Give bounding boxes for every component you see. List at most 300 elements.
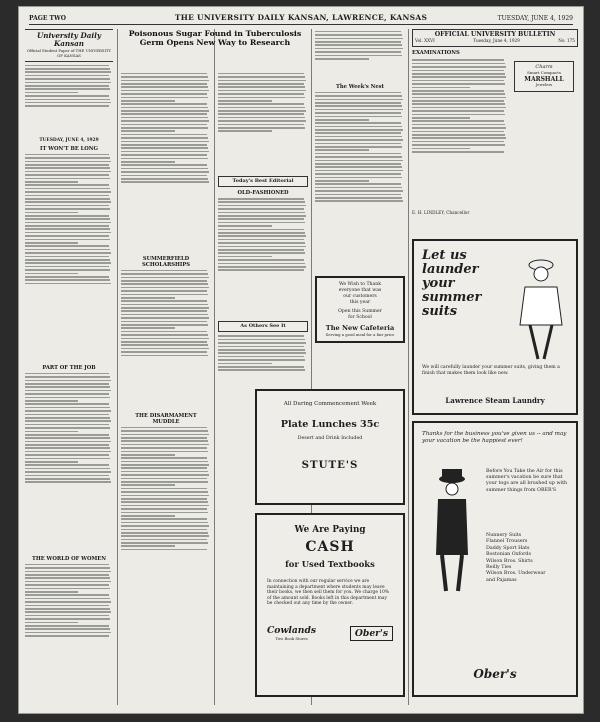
text-line: [25, 417, 110, 419]
text-line: [25, 632, 111, 634]
text-line: [25, 174, 109, 176]
text-line: [218, 349, 305, 351]
text-line: [121, 120, 209, 122]
text-line: [121, 300, 207, 302]
text-line: [121, 491, 208, 493]
text-line: [25, 82, 111, 84]
text-line: [121, 344, 208, 346]
text-line: [218, 100, 272, 102]
text-line: [121, 549, 207, 551]
text-line: [315, 194, 401, 196]
text-line: [121, 134, 207, 136]
text-line: [121, 355, 208, 357]
text-line: [25, 276, 109, 278]
text-line: [218, 208, 304, 210]
text-line: [218, 252, 305, 254]
text-line: [315, 170, 403, 172]
text-line: [121, 287, 209, 289]
text-line: [218, 335, 304, 337]
column-news-body: [121, 71, 211, 705]
text-line: [25, 461, 78, 463]
text-line: [315, 48, 403, 50]
text-line: [218, 263, 305, 265]
masthead-title: THE UNIVERSITY DAILY KANSAN, LAWRENCE, KANSAS: [174, 13, 428, 22]
text-line: [25, 105, 109, 107]
text-line: [121, 495, 209, 497]
text-line: [25, 273, 78, 275]
text-line: [121, 130, 175, 132]
text-line: [412, 100, 504, 102]
text-line: [121, 542, 208, 544]
thanks-item: Wilson Bros. Shirts: [486, 558, 533, 564]
text-line: [121, 158, 208, 160]
text-line: [121, 512, 208, 514]
text-line: [412, 131, 504, 133]
bulletin: [412, 29, 578, 239]
cafeteria-line6: for School: [348, 314, 372, 320]
text-line: [315, 160, 403, 162]
cowlands-logo: [267, 625, 316, 641]
text-line: [121, 478, 207, 480]
text-line: [25, 407, 110, 409]
text-line: [121, 307, 209, 309]
text-line: [25, 228, 110, 230]
text-line: [218, 76, 305, 78]
disarm-body: [121, 427, 211, 627]
text-line: [25, 68, 110, 70]
text-line: [25, 259, 110, 261]
text-line: [121, 103, 207, 105]
bulletin-signer: E. H. LINDLEY, Chancellor: [412, 209, 470, 215]
text-line: [412, 107, 506, 109]
text-line: [218, 232, 305, 234]
text-line: [25, 567, 110, 569]
laundry-script1: Let us: [422, 248, 467, 263]
stutes-ad: [255, 389, 405, 505]
text-line: [412, 59, 504, 61]
cafeteria-line3: our customers: [343, 293, 377, 299]
laundry-script3: your: [422, 276, 455, 291]
masthead: [29, 13, 573, 25]
text-line: [25, 420, 111, 422]
text-line: [412, 93, 505, 95]
text-line: [25, 252, 111, 254]
cash-line3: for Used Textbooks: [285, 559, 375, 569]
laundry-name: Lawrence Steam Laundry: [445, 396, 545, 405]
text-line: [218, 107, 305, 109]
bulletin-date: Tuesday, June 4, 1929: [473, 38, 520, 44]
text-line: [218, 110, 306, 112]
charm-l1: Charm: [535, 63, 553, 70]
article-body: [121, 73, 211, 253]
text-line: [121, 124, 207, 126]
text-line: [25, 154, 109, 156]
text-line: [121, 338, 209, 340]
editorial-label: Today's Best Editorial: [232, 177, 294, 184]
text-line: [25, 437, 110, 439]
laundry-copy: We will carefully launder your summer suits, giving them a finish that makes them look like new.: [422, 365, 560, 376]
others-body: [218, 335, 308, 395]
text-line: [121, 178, 208, 180]
cafeteria-name: The New Cafeteria: [325, 323, 395, 332]
text-line: [25, 212, 78, 214]
column-rule: [214, 29, 215, 705]
text-line: [121, 447, 207, 449]
text-line: [218, 127, 305, 129]
cafeteria-sub: Serving a good meal for a fair price: [325, 331, 395, 337]
laundry-ad: [412, 239, 578, 415]
charm-brand: MARSHALL: [524, 76, 564, 84]
text-line: [25, 434, 109, 436]
text-line: [25, 605, 109, 607]
text-line: [315, 180, 369, 182]
article-body-cont: [218, 73, 308, 173]
text-line: [25, 571, 111, 573]
cafeteria-line2: everyone that was: [338, 287, 382, 293]
text-line: [412, 103, 505, 105]
text-line: [218, 103, 304, 105]
text-line: [121, 93, 207, 95]
text-line: [25, 601, 111, 603]
text-line: [218, 352, 306, 354]
text-line: [121, 488, 207, 490]
text-line: [218, 198, 304, 200]
text-line: [25, 242, 78, 244]
text-line: [121, 327, 175, 329]
cowlands-brand: Cowlands: [267, 624, 317, 636]
text-line: [218, 342, 306, 344]
text-line: [25, 78, 110, 80]
text-line: [121, 545, 175, 547]
text-line: [121, 457, 207, 459]
text-line: [315, 95, 402, 97]
thanks-intro: Before You Take the Air for this summer's vacation be sure that your togs are all brushed up with summer things from OBER'S: [486, 469, 568, 493]
text-line: [121, 505, 209, 507]
text-line: [121, 164, 207, 166]
text-line: [412, 110, 504, 112]
cash-line1: We Are Paying: [294, 525, 366, 535]
text-line: [25, 208, 110, 210]
cafeteria-line5: Open this Summer: [338, 308, 382, 314]
text-line: [218, 120, 306, 122]
text-line: [315, 146, 402, 148]
text-line: [25, 184, 109, 186]
women-title: THE WORLD OF WOMEN: [32, 555, 106, 562]
text-line: [25, 201, 111, 203]
text-line: [121, 461, 208, 463]
text-line: [25, 622, 78, 624]
text-line: [315, 44, 402, 46]
text-line: [25, 167, 110, 169]
text-line: [121, 171, 209, 173]
text-line: [121, 532, 208, 534]
column-four-body: [315, 31, 405, 81]
text-line: [25, 262, 111, 264]
text-line: [25, 178, 110, 180]
text-line: [218, 229, 304, 231]
text-line: [121, 440, 208, 442]
text-line: [121, 471, 208, 473]
date-line: TUESDAY, JUNE 4, 1929: [39, 137, 99, 143]
text-line: [121, 434, 209, 436]
text-line: [315, 126, 402, 128]
text-line: [218, 97, 305, 99]
text-line: [315, 41, 401, 43]
bulletin-vol: Vol. XXVI: [415, 38, 435, 44]
text-line: [25, 188, 110, 190]
text-line: [218, 259, 304, 261]
text-line: [121, 508, 207, 510]
text-line: [218, 249, 304, 251]
thanks-ad: [412, 421, 578, 697]
text-line: [121, 144, 207, 146]
women-body: [25, 564, 113, 684]
thanks-item: Bostonian Oxfords: [486, 552, 531, 558]
text-line: [121, 454, 175, 456]
text-line: [412, 80, 504, 82]
bulletin-body: [412, 58, 508, 208]
text-line: [412, 151, 504, 153]
text-line: [121, 147, 208, 149]
text-line: [25, 454, 109, 456]
text-line: [121, 110, 209, 112]
thanks-item: Reilly Ties: [486, 565, 512, 571]
laundry-script5: suits: [422, 304, 458, 319]
text-line: [218, 218, 304, 220]
text-line: [121, 294, 208, 296]
text-line: [315, 55, 402, 57]
text-line: [121, 83, 207, 85]
text-line: [412, 127, 506, 129]
text-line: [218, 269, 304, 271]
text-line: [315, 183, 401, 185]
text-line: [121, 154, 207, 156]
text-line: [121, 117, 208, 119]
text-line: [412, 73, 505, 75]
text-line: [121, 181, 209, 183]
text-line: [218, 90, 306, 92]
text-line: [315, 143, 401, 145]
text-line: [218, 346, 304, 348]
editorial-label-box: [218, 176, 308, 187]
text-line: [25, 468, 110, 470]
old-fashioned-body: [218, 198, 308, 318]
text-line: [25, 598, 110, 600]
text-line: [315, 136, 402, 138]
text-line: [121, 539, 207, 541]
weeks-body: [315, 92, 405, 272]
text-line: [25, 414, 109, 416]
text-line: [121, 481, 208, 483]
text-line: [315, 129, 403, 131]
text-line: [25, 218, 110, 220]
text-line: [121, 515, 175, 517]
others-label-box: [218, 321, 308, 332]
text-line: [25, 458, 110, 460]
text-line: [25, 447, 110, 449]
text-line: [121, 467, 207, 469]
text-line: [121, 317, 209, 319]
others-label: As Others See It: [240, 323, 286, 330]
text-line: [25, 618, 110, 620]
text-line: [25, 373, 109, 375]
text-line: [121, 137, 208, 139]
stutes-title: Plate Lunches 35c: [280, 419, 380, 430]
text-line: [412, 117, 470, 119]
text-line: [218, 212, 305, 214]
text-line: [25, 400, 78, 402]
text-line: [25, 225, 109, 227]
text-line: [121, 297, 175, 299]
text-line: [412, 63, 505, 65]
text-line: [218, 356, 304, 358]
text-line: [25, 481, 111, 483]
text-line: [121, 90, 209, 92]
text-line: [121, 474, 209, 476]
text-line: [25, 283, 111, 285]
text-line: [121, 427, 207, 429]
text-line: [218, 339, 305, 341]
stutes-brand: STUTE'S: [301, 459, 359, 471]
section-title: PART OF THE JOB: [42, 364, 96, 371]
text-line: [121, 501, 208, 503]
text-line: [25, 249, 110, 251]
text-line: [121, 314, 208, 316]
text-line: [315, 102, 401, 104]
charm-sub: Jewelers: [535, 82, 553, 88]
text-line: [412, 70, 504, 72]
text-line: [412, 87, 470, 89]
text-line: [218, 359, 305, 361]
text-line: [315, 116, 402, 118]
text-line: [121, 321, 207, 323]
text-line: [218, 113, 304, 115]
text-line: [315, 187, 402, 189]
thanks-title: Thanks for the business you've given us -- and may your vacation be the happiest ever!: [422, 431, 567, 444]
text-line: [25, 471, 111, 473]
text-line: [121, 348, 209, 350]
text-line: [121, 100, 175, 102]
text-line: [25, 390, 111, 392]
text-line: [121, 484, 175, 486]
stutes-subtitle: Desert and Drink Included: [297, 436, 363, 441]
text-line: [121, 283, 208, 285]
text-line: [25, 191, 111, 193]
text-line: [25, 171, 111, 173]
text-line: [25, 594, 109, 596]
editorial-body: [25, 154, 113, 362]
disarm-title: THE DISARMAMENT MUDDLE: [135, 412, 197, 425]
laundry-script4: summer: [422, 290, 482, 305]
text-line: [25, 403, 109, 405]
thanks-item: Nunnery Suits: [486, 533, 522, 538]
text-line: [121, 290, 207, 292]
obers-logo: Ober's: [350, 626, 393, 641]
text-line: [25, 635, 109, 637]
text-line: [25, 266, 109, 268]
text-line: [121, 175, 207, 177]
headline: Poisonous Sugar Found in Tuberculosis Germ Opens New Way to Research: [128, 29, 302, 47]
text-line: [315, 99, 403, 101]
text-line: [121, 113, 207, 115]
stutes-top: All During Commencement Week: [283, 401, 377, 407]
cash-body: In connection with our regular service we are maintaining a department where students may leave their books, we then sell them for you. We charge 10% of the amount sold. Books left in this department may be checked out any time by the owner.: [267, 579, 390, 607]
text-line: [25, 464, 109, 466]
text-line: [412, 137, 506, 139]
text-line: [218, 256, 272, 258]
text-line: [218, 83, 304, 85]
text-line: [121, 525, 209, 527]
text-line: [315, 173, 401, 175]
text-line: [121, 97, 208, 99]
thanks-item: and Pajamas: [486, 577, 517, 583]
text-line: [25, 608, 110, 610]
text-line: [25, 441, 111, 443]
text-line: [315, 119, 369, 121]
masthead-date: TUESDAY, JUNE 4, 1929: [497, 15, 573, 22]
text-line: [218, 239, 304, 241]
text-line: [121, 107, 208, 109]
text-line: [25, 611, 111, 613]
charm-ad: [514, 61, 574, 92]
text-line: [121, 518, 207, 520]
text-line: [25, 628, 110, 630]
text-line: [218, 93, 304, 95]
column-editorial: [25, 29, 113, 705]
text-line: [25, 157, 110, 159]
text-line: [315, 166, 402, 168]
cash-line2: CASH: [305, 539, 355, 555]
man-illustration: [512, 255, 570, 363]
text-line: [121, 273, 208, 275]
text-line: [315, 132, 401, 134]
text-line: [25, 588, 110, 590]
text-line: [25, 232, 111, 234]
gentleman-illustration: [424, 467, 480, 599]
text-line: [25, 279, 110, 281]
text-line: [121, 141, 209, 143]
text-line: [25, 625, 109, 627]
text-line: [315, 38, 403, 40]
text-line: [25, 181, 78, 183]
bulletin-no: No. 175: [558, 38, 575, 44]
text-line: [25, 431, 78, 433]
text-line: [218, 369, 305, 371]
text-line: [25, 205, 109, 207]
text-line: [121, 277, 209, 279]
text-line: [412, 90, 504, 92]
scholarship-title: SUMMERFIELD SCHOLARSHIPS: [142, 255, 190, 268]
text-line: [121, 341, 207, 343]
text-line: [315, 190, 403, 192]
text-line: [412, 141, 504, 143]
bulletin-title: OFFICIAL UNIVERSITY BULLETIN: [434, 31, 556, 38]
section-body: [25, 373, 113, 553]
text-line: [315, 156, 402, 158]
text-line: [218, 363, 272, 365]
text-line: [25, 478, 110, 480]
text-line: [121, 334, 208, 336]
exams-title: EXAMINATIONS: [412, 49, 460, 56]
text-line: [25, 88, 110, 90]
text-line: [25, 75, 109, 77]
text-line: [121, 535, 209, 537]
text-line: [218, 222, 305, 224]
editorial-title: IT WON'T BE LONG: [40, 145, 98, 152]
text-line: [315, 92, 401, 94]
cafeteria-ad: [315, 276, 405, 343]
text-line: [25, 386, 110, 388]
